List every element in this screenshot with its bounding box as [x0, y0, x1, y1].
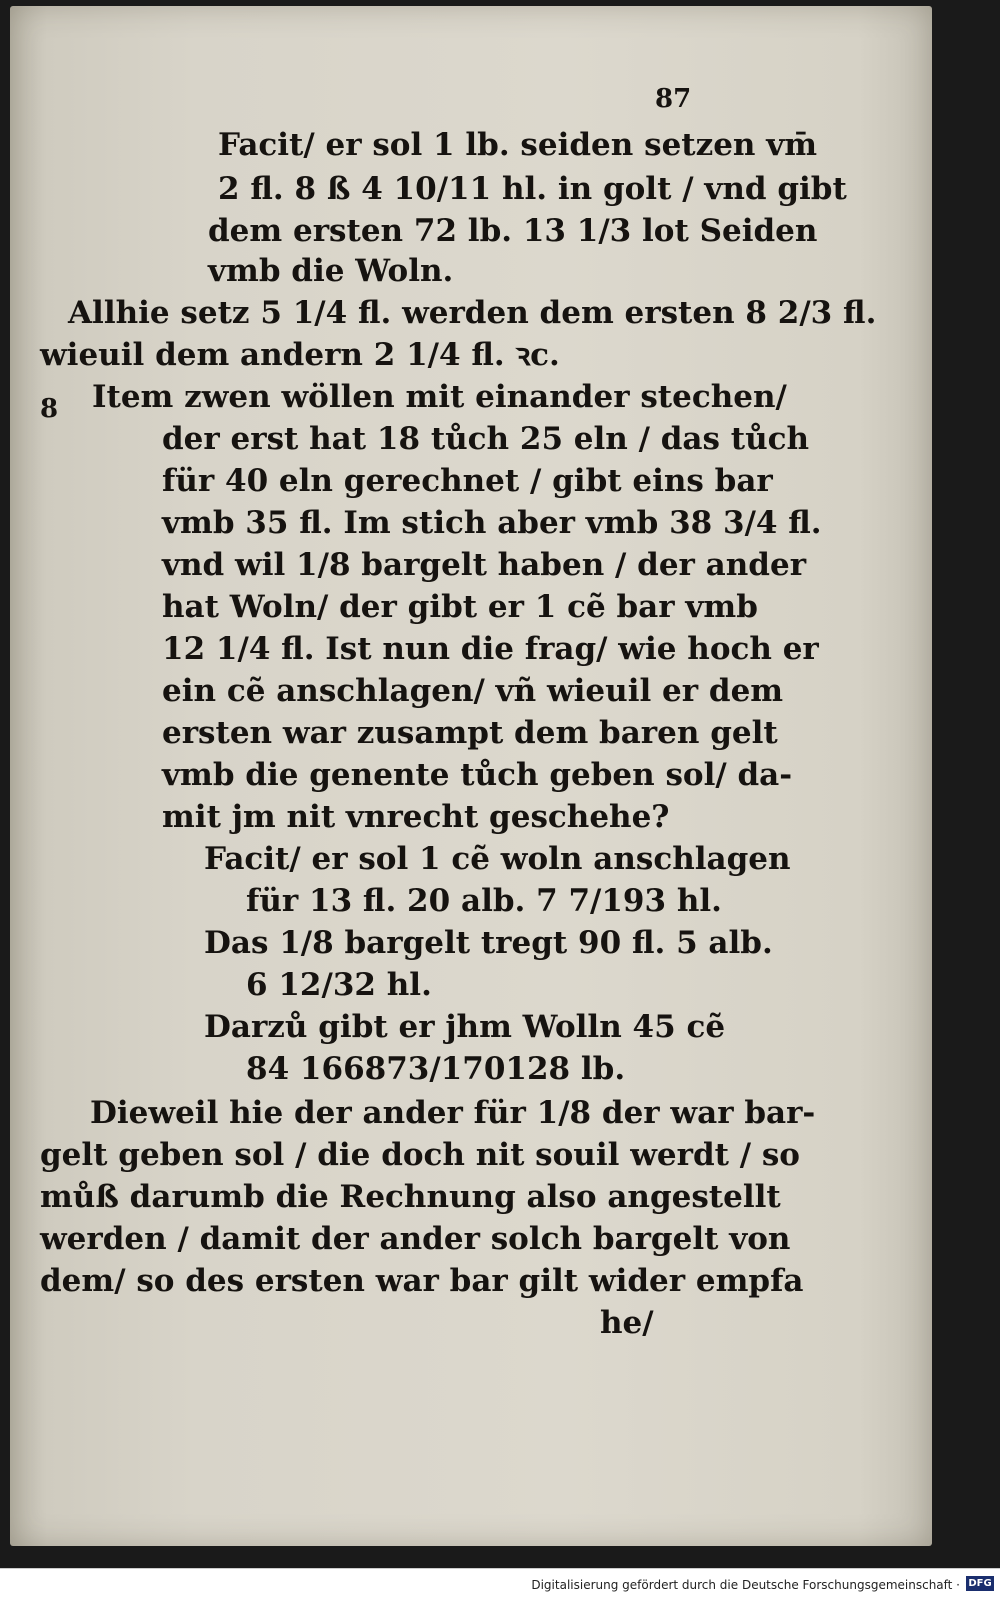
text-line: für 40 eln gerechnet / gibt eins bar [162, 463, 773, 499]
text-line: der erst hat 18 tůch 25 eln / das tůch [162, 421, 810, 457]
text-line: 2 fl. 8 ß 4 10/11 hl. in golt / vnd gibt [218, 171, 847, 207]
page-number: 87 [655, 84, 692, 114]
text-line: Dieweil hie der ander für 1/8 der war bar- [90, 1095, 816, 1131]
text-line: 6 12/32 hl. [246, 967, 432, 1003]
text-line: gelt geben sol / die doch nit souil werdt / so [40, 1137, 800, 1173]
dfg-logo: DFG [966, 1576, 994, 1591]
text-line: dem ersten 72 lb. 13 1/3 lot Seiden [208, 213, 818, 249]
text-line: für 13 fl. 20 alb. 7 7/193 hl. [246, 883, 722, 919]
margin-number: 8 [40, 394, 59, 424]
text-line: vmb 35 fl. Im stich aber vmb 38 3/4 fl. [162, 505, 822, 541]
text-line: wieuil dem andern 2 1/4 fl. ꝛc. [40, 337, 560, 373]
text-line: vmb die genente tůch geben sol/ da- [162, 757, 793, 793]
text-line: mit jm nit vnrecht geschehe? [162, 799, 670, 835]
text-line: 12 1/4 fl. Ist nun die frag/ wie hoch er [162, 631, 819, 667]
text-line: vmb die Woln. [208, 253, 454, 289]
text-line: dem/ so des ersten war bar gilt wider empfa [40, 1263, 804, 1299]
text-line: vnd wil 1/8 bargelt haben / der ander [162, 547, 807, 583]
text-line: ersten war zusampt dem baren gelt [162, 715, 778, 751]
text-line: Facit/ er sol 1 lb. seiden setzen vm̄ [218, 127, 818, 163]
text-line: Item zwen wöllen mit einander stechen/ [92, 379, 787, 415]
footer-bar [0, 1568, 1000, 1600]
text-line: ein cẽ anschlagen/ vñ wieuil er dem [162, 673, 784, 709]
text-line: Darzů gibt er jhm Wolln 45 cẽ [204, 1009, 726, 1045]
text-line: Das 1/8 bargelt tregt 90 fl. 5 alb. [204, 925, 773, 961]
text-line: he/ [600, 1305, 654, 1341]
text-line: Facit/ er sol 1 cẽ woln anschlagen [204, 841, 791, 877]
text-line: Allhie setz 5 1/4 fl. werden dem ersten 8 2/3 fl. [68, 295, 877, 331]
text-line: werden / damit der ander solch bargelt von [40, 1221, 791, 1257]
footer-credit: Digitalisierung gefördert durch die Deutsche Forschungsgemeinschaft · [531, 1578, 960, 1592]
text-line: hat Woln/ der gibt er 1 cẽ bar vmb [162, 589, 758, 625]
text-line: 84 166873/170128 lb. [246, 1051, 626, 1087]
text-line: můß darumb die Rechnung also angestellt [40, 1179, 781, 1215]
